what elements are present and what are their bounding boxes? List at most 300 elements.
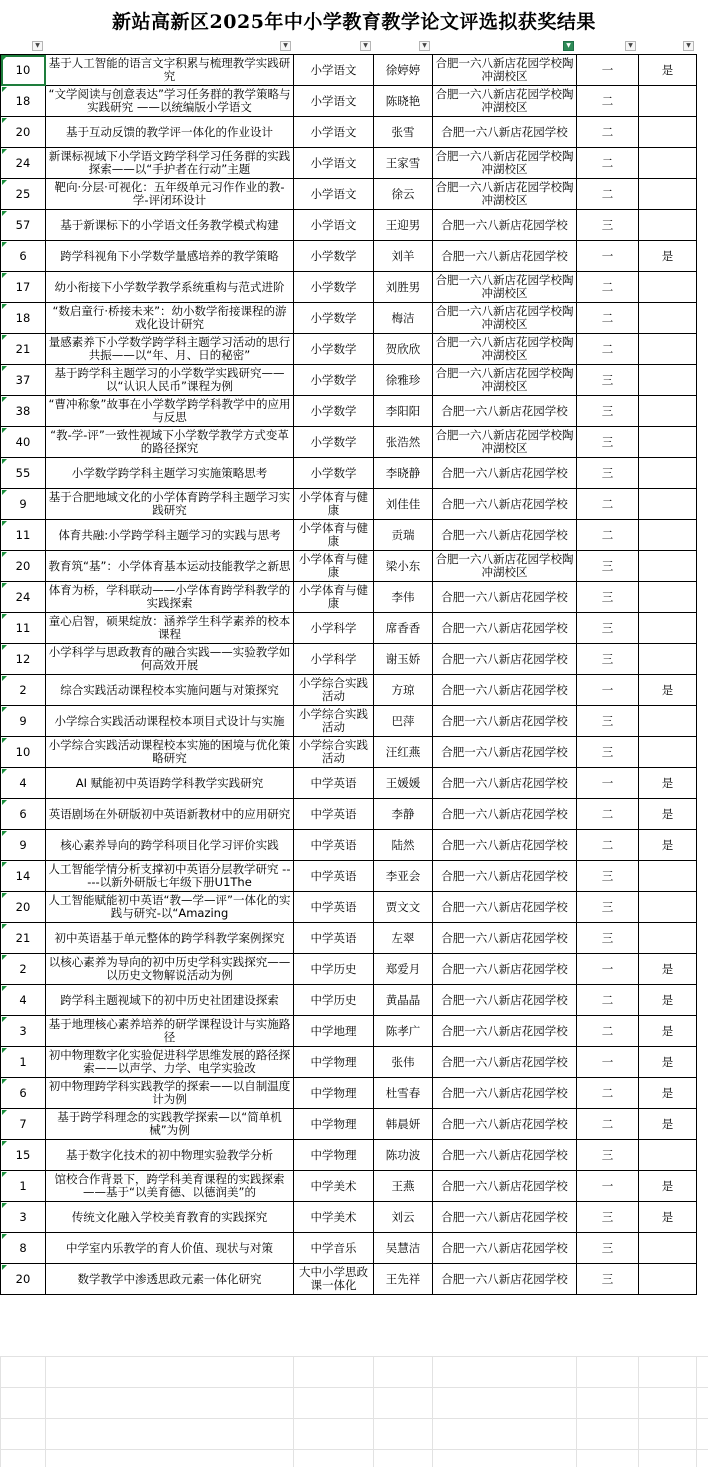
cell-mark[interactable] — [639, 55, 697, 86]
cell-number[interactable] — [1, 830, 46, 861]
cell-number[interactable] — [1, 241, 46, 272]
cell-paper-title[interactable] — [46, 1171, 294, 1202]
cell-number[interactable] — [1, 1202, 46, 1233]
cell-award-grade[interactable] — [577, 117, 639, 148]
cell-subject[interactable] — [294, 86, 374, 117]
cell-mark[interactable] — [639, 644, 697, 675]
cell-mark[interactable] — [639, 1047, 697, 1078]
cell-school[interactable] — [433, 737, 577, 768]
cell-subject[interactable] — [294, 117, 374, 148]
cell-award-grade[interactable] — [577, 458, 639, 489]
filter-dropdown-icon[interactable]: ▼ — [360, 41, 371, 51]
cell-school[interactable] — [433, 427, 577, 458]
cell-paper-title[interactable] — [46, 861, 294, 892]
cell-mark[interactable] — [639, 985, 697, 1016]
cell-award-grade-text: 三 — [601, 652, 614, 666]
cell-number[interactable] — [1, 55, 46, 86]
cell-paper-title[interactable] — [46, 706, 294, 737]
cell-subject[interactable] — [294, 1047, 374, 1078]
cell-author[interactable] — [374, 427, 433, 458]
cell-mark[interactable] — [639, 489, 697, 520]
cell-school[interactable] — [433, 1016, 577, 1047]
cell-subject[interactable] — [294, 551, 374, 582]
cell-paper-title[interactable] — [46, 334, 294, 365]
cell-number[interactable] — [1, 1047, 46, 1078]
cell-author[interactable] — [374, 272, 433, 303]
cell-award-grade[interactable] — [577, 1202, 639, 1233]
cell-subject[interactable] — [294, 861, 374, 892]
cell-paper-title[interactable] — [46, 1047, 294, 1078]
cell-subject[interactable] — [294, 210, 374, 241]
cell-number[interactable] — [1, 117, 46, 148]
cell-number[interactable] — [1, 520, 46, 551]
cell-paper-title[interactable] — [46, 1109, 294, 1140]
cell-author[interactable] — [374, 365, 433, 396]
cell-subject[interactable] — [294, 1202, 374, 1233]
empty-sheet-area[interactable] — [0, 1356, 708, 1467]
cell-award-grade[interactable] — [577, 1171, 639, 1202]
cell-subject[interactable] — [294, 365, 374, 396]
cell-author[interactable] — [374, 706, 433, 737]
cell-paper-title[interactable] — [46, 1016, 294, 1047]
cell-award-grade[interactable] — [577, 706, 639, 737]
cell-number[interactable] — [1, 210, 46, 241]
cell-award-grade[interactable] — [577, 148, 639, 179]
cell-award-grade-text: 三 — [601, 1241, 614, 1255]
cell-mark[interactable] — [639, 427, 697, 458]
cell-school[interactable] — [433, 551, 577, 582]
cell-paper-title[interactable] — [46, 86, 294, 117]
cell-number[interactable] — [1, 1233, 46, 1264]
cell-paper-title[interactable] — [46, 892, 294, 923]
cell-paper-title[interactable] — [46, 830, 294, 861]
cell-paper-title[interactable] — [46, 179, 294, 210]
cell-number[interactable] — [1, 148, 46, 179]
cell-paper-title[interactable] — [46, 675, 294, 706]
cell-author[interactable] — [374, 334, 433, 365]
cell-subject[interactable] — [294, 334, 374, 365]
cell-mark[interactable] — [639, 179, 697, 210]
cell-subject[interactable] — [294, 737, 374, 768]
cell-author[interactable] — [374, 613, 433, 644]
cell-school[interactable] — [433, 272, 577, 303]
cell-number[interactable] — [1, 179, 46, 210]
filter-dropdown-icon[interactable]: ▼ — [683, 41, 694, 51]
cell-award-grade[interactable] — [577, 241, 639, 272]
cell-mark[interactable] — [639, 272, 697, 303]
cell-mark[interactable] — [639, 768, 697, 799]
cell-mark[interactable] — [639, 117, 697, 148]
cell-award-grade[interactable] — [577, 86, 639, 117]
cell-number[interactable] — [1, 1078, 46, 1109]
cell-paper-title[interactable] — [46, 427, 294, 458]
cell-author[interactable] — [374, 1140, 433, 1171]
filter-dropdown-icon[interactable]: ▼ — [625, 41, 636, 51]
cell-subject[interactable] — [294, 1171, 374, 1202]
cell-number-text: 18 — [15, 311, 31, 325]
cell-mark[interactable] — [639, 737, 697, 768]
cell-number[interactable] — [1, 303, 46, 334]
cell-author[interactable] — [374, 241, 433, 272]
cell-school[interactable] — [433, 241, 577, 272]
cell-paper-title[interactable] — [46, 303, 294, 334]
cell-school[interactable] — [433, 1047, 577, 1078]
cell-number[interactable] — [1, 489, 46, 520]
cell-school[interactable] — [433, 520, 577, 551]
cell-mark[interactable] — [639, 830, 697, 861]
cell-school[interactable] — [433, 1171, 577, 1202]
cell-number[interactable] — [1, 1016, 46, 1047]
cell-subject[interactable] — [294, 55, 374, 86]
cell-award-grade[interactable] — [577, 799, 639, 830]
cell-school[interactable] — [433, 675, 577, 706]
cell-award-grade[interactable] — [577, 210, 639, 241]
cell-paper-title[interactable] — [46, 55, 294, 86]
cell-subject[interactable] — [294, 675, 374, 706]
cell-subject[interactable] — [294, 1016, 374, 1047]
cell-award-grade[interactable] — [577, 768, 639, 799]
cell-mark[interactable] — [639, 1264, 697, 1295]
cell-paper-title[interactable] — [46, 768, 294, 799]
cell-subject[interactable] — [294, 706, 374, 737]
cell-mark[interactable] — [639, 241, 697, 272]
cell-paper-title[interactable] — [46, 1264, 294, 1295]
cell-subject[interactable] — [294, 923, 374, 954]
cell-author[interactable] — [374, 489, 433, 520]
cell-award-grade[interactable] — [577, 954, 639, 985]
cell-subject[interactable] — [294, 1109, 374, 1140]
cell-award-grade[interactable] — [577, 334, 639, 365]
cell-award-grade[interactable] — [577, 272, 639, 303]
cell-subject[interactable] — [294, 1140, 374, 1171]
cell-subject[interactable] — [294, 520, 374, 551]
cell-author[interactable] — [374, 737, 433, 768]
cell-number[interactable] — [1, 1264, 46, 1295]
cell-author[interactable] — [374, 1047, 433, 1078]
cell-paper-title[interactable] — [46, 954, 294, 985]
cell-number[interactable] — [1, 706, 46, 737]
cell-number[interactable] — [1, 737, 46, 768]
cell-author[interactable] — [374, 1202, 433, 1233]
cell-mark[interactable] — [639, 458, 697, 489]
cell-subject[interactable] — [294, 1078, 374, 1109]
cell-award-grade[interactable] — [577, 179, 639, 210]
cell-paper-title[interactable] — [46, 210, 294, 241]
grid-line — [696, 1356, 697, 1467]
cell-number[interactable] — [1, 1171, 46, 1202]
cell-mark[interactable] — [639, 799, 697, 830]
cell-mark[interactable] — [639, 1171, 697, 1202]
cell-number[interactable] — [1, 644, 46, 675]
cell-number[interactable] — [1, 551, 46, 582]
cell-award-grade[interactable] — [577, 1016, 639, 1047]
cell-award-grade[interactable] — [577, 396, 639, 427]
cell-author[interactable] — [374, 923, 433, 954]
cell-paper-title[interactable] — [46, 737, 294, 768]
cell-mark[interactable] — [639, 396, 697, 427]
cell-author[interactable] — [374, 675, 433, 706]
cell-subject[interactable] — [294, 179, 374, 210]
cell-school[interactable] — [433, 117, 577, 148]
cell-school[interactable] — [433, 1109, 577, 1140]
cell-number[interactable] — [1, 675, 46, 706]
filter-dropdown-icon[interactable]: ▼ — [32, 41, 43, 51]
cell-award-grade[interactable] — [577, 427, 639, 458]
cell-number[interactable] — [1, 892, 46, 923]
cell-author[interactable] — [374, 861, 433, 892]
cell-mark[interactable] — [639, 551, 697, 582]
cell-mark[interactable] — [639, 1109, 697, 1140]
cell-subject[interactable] — [294, 644, 374, 675]
cell-award-grade[interactable] — [577, 55, 639, 86]
cell-author[interactable] — [374, 830, 433, 861]
cell-paper-title[interactable] — [46, 272, 294, 303]
cell-award-grade[interactable] — [577, 1264, 639, 1295]
cell-paper-title[interactable] — [46, 365, 294, 396]
cell-author[interactable] — [374, 148, 433, 179]
cell-author[interactable] — [374, 954, 433, 985]
cell-author[interactable] — [374, 86, 433, 117]
cell-mark[interactable] — [639, 582, 697, 613]
cell-subject[interactable] — [294, 954, 374, 985]
cell-author[interactable] — [374, 644, 433, 675]
cell-subject[interactable] — [294, 1233, 374, 1264]
cell-number[interactable] — [1, 582, 46, 613]
cell-paper-title[interactable] — [46, 551, 294, 582]
cell-number[interactable] — [1, 923, 46, 954]
cell-mark[interactable] — [639, 303, 697, 334]
cell-subject-text: 小学语文 — [310, 94, 357, 108]
cell-subject[interactable] — [294, 272, 374, 303]
cell-author[interactable] — [374, 768, 433, 799]
table-row — [1, 1140, 697, 1171]
cell-mark[interactable] — [639, 148, 697, 179]
cell-award-grade[interactable] — [577, 1109, 639, 1140]
cell-school[interactable] — [433, 768, 577, 799]
cell-number[interactable] — [1, 86, 46, 117]
cell-author[interactable] — [374, 1078, 433, 1109]
cell-school[interactable] — [433, 365, 577, 396]
cell-school[interactable] — [433, 923, 577, 954]
cell-mark[interactable] — [639, 613, 697, 644]
cell-author[interactable] — [374, 458, 433, 489]
cell-mark[interactable] — [639, 1140, 697, 1171]
cell-school[interactable] — [433, 86, 577, 117]
cell-number[interactable] — [1, 1109, 46, 1140]
cell-mark[interactable] — [639, 892, 697, 923]
cell-mark[interactable] — [639, 520, 697, 551]
cell-mark[interactable] — [639, 365, 697, 396]
cell-number[interactable] — [1, 272, 46, 303]
cell-mark[interactable] — [639, 923, 697, 954]
cell-paper-title[interactable] — [46, 396, 294, 427]
cell-paper-title-text: 英语剧场在外研版初中英语新教材中的应用研究 — [48, 807, 291, 821]
cell-school[interactable] — [433, 799, 577, 830]
cell-subject[interactable] — [294, 799, 374, 830]
cell-subject[interactable] — [294, 241, 374, 272]
cell-school[interactable] — [433, 613, 577, 644]
cell-author-text: 李阳阳 — [385, 404, 421, 418]
cell-paper-title[interactable] — [46, 520, 294, 551]
cell-subject[interactable] — [294, 582, 374, 613]
cell-subject[interactable] — [294, 489, 374, 520]
filter-dropdown-icon[interactable]: ▼ — [419, 41, 430, 51]
cell-author[interactable] — [374, 1016, 433, 1047]
cell-school[interactable] — [433, 148, 577, 179]
cell-subject[interactable] — [294, 303, 374, 334]
cell-award-grade[interactable] — [577, 737, 639, 768]
cell-paper-title[interactable] — [46, 923, 294, 954]
cell-number[interactable] — [1, 365, 46, 396]
cell-award-grade[interactable] — [577, 582, 639, 613]
cell-paper-title[interactable] — [46, 1233, 294, 1264]
cell-mark[interactable] — [639, 1202, 697, 1233]
cell-mark[interactable] — [639, 1078, 697, 1109]
cell-author[interactable] — [374, 1109, 433, 1140]
cell-author[interactable] — [374, 179, 433, 210]
filter-dropdown-icon[interactable]: ▼ — [280, 41, 291, 51]
cell-author[interactable] — [374, 551, 433, 582]
cell-subject[interactable] — [294, 613, 374, 644]
filter-active-icon[interactable]: ▼ — [563, 41, 574, 51]
cell-mark[interactable] — [639, 954, 697, 985]
cell-subject[interactable] — [294, 458, 374, 489]
cell-award-grade[interactable] — [577, 520, 639, 551]
cell-paper-title[interactable] — [46, 799, 294, 830]
cell-award-grade[interactable] — [577, 1140, 639, 1171]
cell-award-grade[interactable] — [577, 1047, 639, 1078]
cell-mark[interactable] — [639, 1233, 697, 1264]
cell-paper-title[interactable] — [46, 613, 294, 644]
cell-mark[interactable] — [639, 210, 697, 241]
cell-award-grade[interactable] — [577, 923, 639, 954]
cell-author[interactable] — [374, 1233, 433, 1264]
cell-number[interactable] — [1, 954, 46, 985]
cell-number[interactable] — [1, 861, 46, 892]
cell-number-text: 21 — [15, 931, 31, 945]
cell-school[interactable] — [433, 892, 577, 923]
cell-award-grade[interactable] — [577, 303, 639, 334]
cell-school[interactable] — [433, 582, 577, 613]
cell-school[interactable] — [433, 954, 577, 985]
cell-award-grade[interactable] — [577, 365, 639, 396]
cell-subject-text: 小学数学 — [310, 249, 357, 263]
cell-award-grade[interactable] — [577, 985, 639, 1016]
cell-subject[interactable] — [294, 148, 374, 179]
cell-subject-text: 小学体育与健康 — [299, 584, 368, 610]
cell-school[interactable] — [433, 334, 577, 365]
cell-paper-title[interactable] — [46, 241, 294, 272]
cell-school[interactable] — [433, 1078, 577, 1109]
cell-school[interactable] — [433, 830, 577, 861]
cell-mark[interactable] — [639, 861, 697, 892]
cell-subject[interactable] — [294, 892, 374, 923]
cell-author[interactable] — [374, 396, 433, 427]
cell-author[interactable] — [374, 892, 433, 923]
cell-number[interactable] — [1, 768, 46, 799]
cell-subject[interactable] — [294, 427, 374, 458]
cell-paper-title[interactable] — [46, 1202, 294, 1233]
cell-number[interactable] — [1, 427, 46, 458]
cell-subject[interactable] — [294, 985, 374, 1016]
cell-school[interactable] — [433, 396, 577, 427]
cell-mark[interactable] — [639, 86, 697, 117]
cell-author[interactable] — [374, 117, 433, 148]
cell-award-grade[interactable] — [577, 644, 639, 675]
cell-mark[interactable] — [639, 675, 697, 706]
cell-award-grade[interactable] — [577, 675, 639, 706]
cell-school[interactable] — [433, 861, 577, 892]
cell-number[interactable] — [1, 334, 46, 365]
cell-mark[interactable] — [639, 706, 697, 737]
cell-subject[interactable] — [294, 396, 374, 427]
cell-mark[interactable] — [639, 1016, 697, 1047]
cell-subject-text: 中学美术 — [310, 1210, 357, 1224]
cell-mark[interactable] — [639, 334, 697, 365]
cell-award-grade[interactable] — [577, 1233, 639, 1264]
cell-school[interactable] — [433, 985, 577, 1016]
cell-number[interactable] — [1, 799, 46, 830]
cell-author[interactable] — [374, 303, 433, 334]
cell-paper-title[interactable] — [46, 489, 294, 520]
cell-author[interactable] — [374, 520, 433, 551]
cell-paper-title[interactable] — [46, 985, 294, 1016]
cell-paper-title[interactable] — [46, 458, 294, 489]
cell-number[interactable] — [1, 1140, 46, 1171]
cell-author[interactable] — [374, 985, 433, 1016]
cell-award-grade[interactable] — [577, 861, 639, 892]
cell-number[interactable] — [1, 985, 46, 1016]
cell-award-grade[interactable] — [577, 1078, 639, 1109]
cell-author[interactable] — [374, 582, 433, 613]
cell-author[interactable] — [374, 55, 433, 86]
cell-school[interactable] — [433, 1233, 577, 1264]
cell-number[interactable] — [1, 396, 46, 427]
cell-school[interactable] — [433, 1140, 577, 1171]
cell-subject[interactable] — [294, 1264, 374, 1295]
cell-author[interactable] — [374, 210, 433, 241]
cell-school[interactable] — [433, 1202, 577, 1233]
cell-author[interactable] — [374, 1171, 433, 1202]
cell-school[interactable] — [433, 55, 577, 86]
cell-number[interactable] — [1, 458, 46, 489]
cell-paper-title[interactable] — [46, 644, 294, 675]
cell-school[interactable] — [433, 644, 577, 675]
cell-award-grade[interactable] — [577, 892, 639, 923]
cell-school[interactable] — [433, 489, 577, 520]
cell-award-grade[interactable] — [577, 551, 639, 582]
cell-subject[interactable] — [294, 768, 374, 799]
cell-school[interactable] — [433, 706, 577, 737]
cell-award-grade[interactable] — [577, 489, 639, 520]
cell-award-grade[interactable] — [577, 830, 639, 861]
cell-author[interactable] — [374, 1264, 433, 1295]
cell-paper-title[interactable] — [46, 582, 294, 613]
cell-subject[interactable] — [294, 830, 374, 861]
cell-award-grade[interactable] — [577, 613, 639, 644]
cell-school[interactable] — [433, 210, 577, 241]
cell-school[interactable] — [433, 303, 577, 334]
cell-school[interactable] — [433, 1264, 577, 1295]
cell-paper-title[interactable] — [46, 1140, 294, 1171]
cell-paper-title[interactable] — [46, 148, 294, 179]
cell-number[interactable] — [1, 613, 46, 644]
cell-paper-title[interactable] — [46, 1078, 294, 1109]
cell-author[interactable] — [374, 799, 433, 830]
cell-school[interactable] — [433, 458, 577, 489]
cell-school[interactable] — [433, 179, 577, 210]
cell-paper-title[interactable] — [46, 117, 294, 148]
